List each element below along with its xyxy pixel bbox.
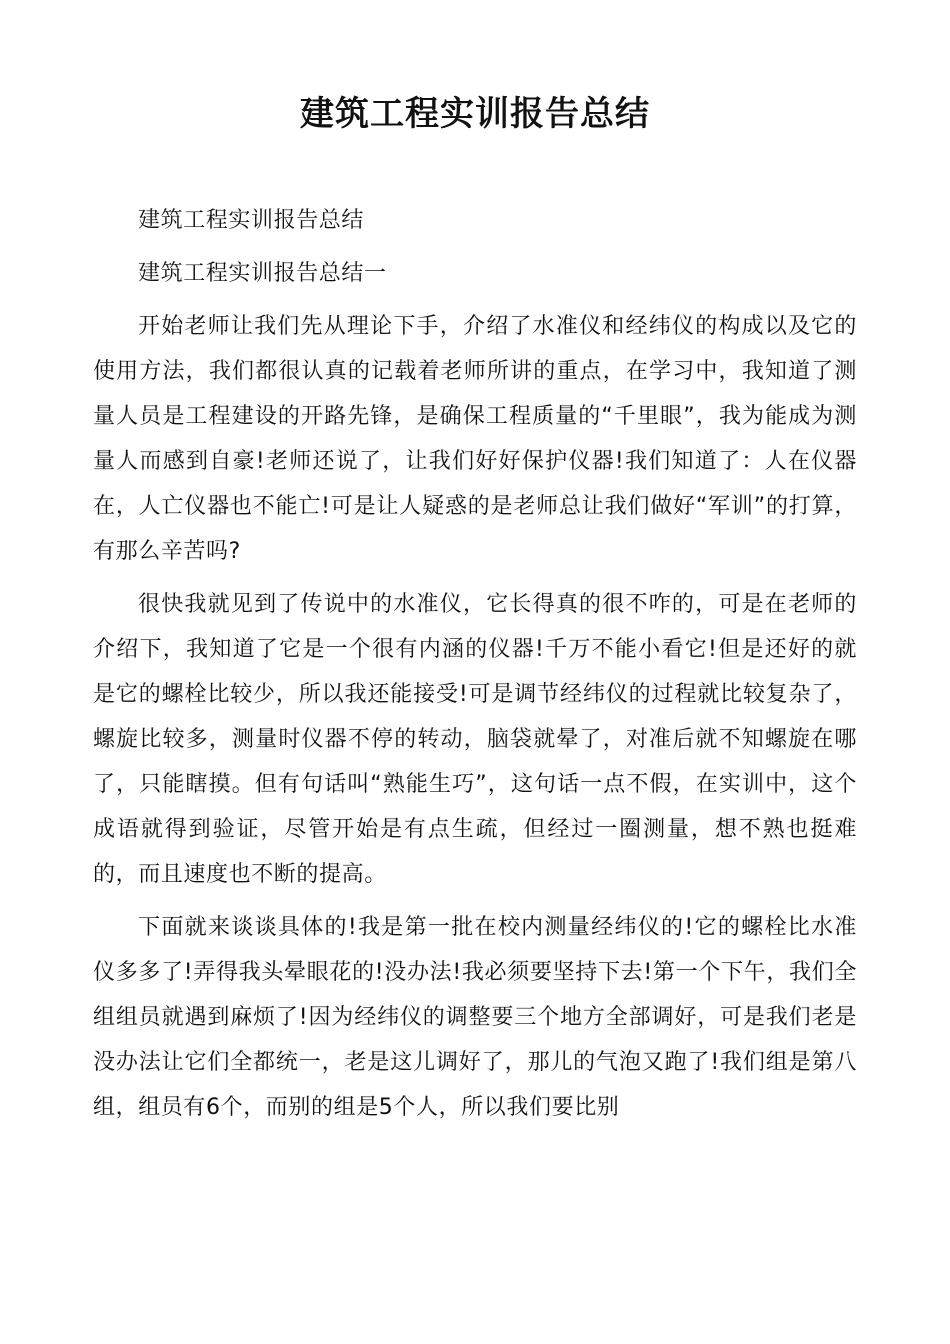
paragraph-heading: 建筑工程实训报告总结 [138, 208, 365, 233]
paragraph-details: 下面就来谈谈具体的!我是第一批在校内测量经纬仪的!它的螺栓比水准仪多多了!弄得我头晕眼花的!没办法!我必须要坚持下去!第一个下午，我们全组组员就遇到麻烦了!因为经纬仪的调整要三个地方全部调好，可是我们老是没办法让它们全都统一，老是这儿调好了，那儿的气泡又跑了!我们组是第八组，组员有6个，而别的组是5个人，所以我们要比别 [93, 915, 857, 1120]
paragraph-subheading: 建筑工程实训报告总结一 [138, 261, 387, 286]
document-title: 建筑工程实训报告总结 [300, 94, 650, 134]
paragraph-level-instrument: 很快我就见到了传说中的水准仪，它长得真的很不咋的，可是在老师的介绍下，我知道了它是一个很有内涵的仪器!千万不能小看它!但是还好的就是它的螺栓比较少，所以我还能接受!可是调节经纬仪的过程就比较复杂了，螺旋比较多，测量时仪器不停的转动，脑袋就晕了，对准后就不知螺旋在哪了，只能瞎摸。但有句话叫“熟能生巧”，这句话一点不假，在实训中，这个成语就得到验证，尽管开始是有点生疏，但经过一圈测量，想不熟也挺难的，而且速度也不断的提高。 [93, 592, 857, 887]
document-body [93, 198, 857, 1138]
paragraph-intro: 开始老师让我们先从理论下手，介绍了水准仪和经纬仪的构成以及它的使用方法，我们都很认真的记载着老师所讲的重点，在学习中，我知道了测量人员是工程建设的开路先锋，是确保工程质量的“千里眼”，我为能成为测量人而感到自豪!老师还说了，让我们好好保护仪器!我们知道了：人在仪器在，人亡仪器也不能亡!可是让人疑惑的是老师总让我们做好“军训”的打算，有那么辛苦吗? [93, 314, 857, 564]
